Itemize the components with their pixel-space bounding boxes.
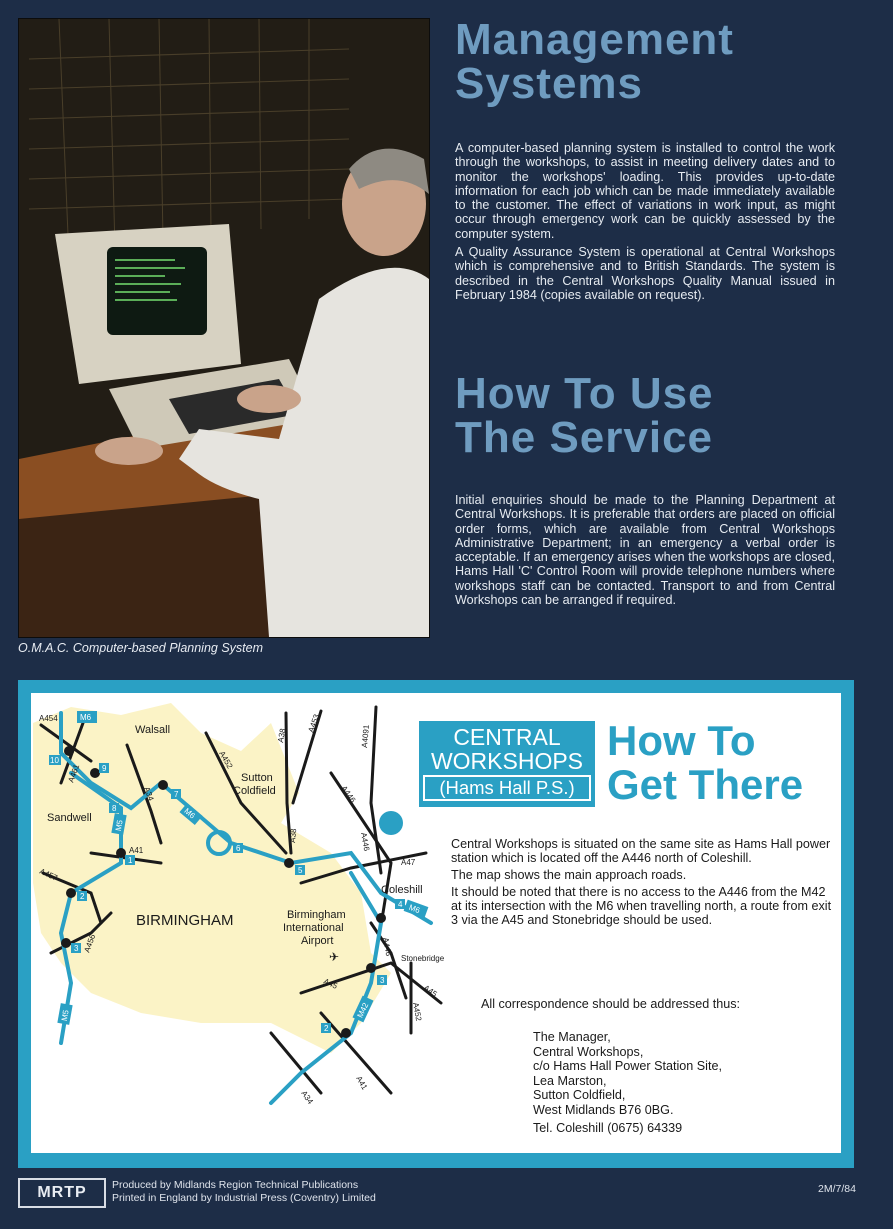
junction-label-4: 4 <box>398 900 403 909</box>
junction-label-10: 10 <box>50 756 59 765</box>
management-heading <box>455 15 734 108</box>
address-line: Central Workshops, <box>533 1044 644 1059</box>
place-walsall: Walsall <box>135 724 171 736</box>
motorway-label-m5-south: M5 <box>59 1009 71 1022</box>
place-stonebridge: Stonebridge <box>401 954 445 963</box>
management-paragraph-2: A Quality Assurance System is operational at Central Workshops which is comprehensive and to British Standards. The system is described in the Central Workshops Quality Manual issued in February 1984 (copies available on request). <box>455 245 835 302</box>
junction-label-5: 5 <box>298 866 303 875</box>
get-there-heading-line1: How To <box>607 717 756 764</box>
hams-hall-location-marker <box>379 811 403 835</box>
road-label-a34-north: A34 <box>142 785 156 803</box>
address-line: Sutton Coldfield, <box>533 1088 626 1103</box>
photo-illustration <box>19 19 429 637</box>
motorway-label-m6-east: M6 <box>407 902 422 916</box>
motorway-label-m6-north: M6 <box>80 713 92 722</box>
management-body <box>455 141 835 306</box>
junction-node-3b <box>366 963 376 973</box>
road-label-a446-south: A446 <box>381 936 394 957</box>
junction-label-3-m42: 3 <box>380 976 385 985</box>
place-birmingham: BIRMINGHAM <box>136 912 234 929</box>
directions-paragraph-2: The map shows the main approach roads. <box>451 868 687 882</box>
junction-label-9: 9 <box>102 764 107 773</box>
address-line: c/o Hams Hall Power Station Site, <box>533 1059 722 1074</box>
junction-label-8: 8 <box>112 804 117 813</box>
computer-operator-photo <box>18 18 430 638</box>
road-label-a38-mid: A38 <box>288 828 299 844</box>
place-coldfield: Coldfield <box>233 785 276 797</box>
junction-node-9 <box>90 768 100 778</box>
junction-label-2: 2 <box>80 892 85 901</box>
directions-panel <box>18 680 854 1168</box>
road-label-a45-east: A45 <box>421 983 439 999</box>
road-label-a34-south: A34 <box>299 1088 315 1106</box>
address-line: Lea Marston, <box>533 1073 607 1088</box>
airport-icon: ✈ <box>329 950 340 964</box>
road-label-a452-north: A452 <box>217 749 235 771</box>
road-label-a457: A457 <box>38 866 59 883</box>
directions-paragraph-3: It should be noted that there is no access to the A446 from the M42 at its intersection with the M6 when travelling north, a route from exit 3 via the A45 and Stonebridge should be used. <box>451 885 832 927</box>
map-land-area <box>33 703 394 1053</box>
central-workshops-label <box>419 721 595 807</box>
postal-address <box>533 1030 722 1135</box>
print-code: 2M/7/84 <box>818 1183 856 1195</box>
service-paragraph: Initial enquiries should be made to the Planning Department at Central Workshops. It is preferable that orders are placed on official order forms, which are available from Central Workshops Administrative Department; in an emergency a verbal order is acceptable. If an emergency arises when the workshops are closed, Hams Hall 'C' Control Room will provide telephone numbers where workshops staff can be contacted. Transport to and from Central Workshops can be arranged if required. <box>455 493 835 608</box>
road-label-a453: A453 <box>306 713 322 734</box>
road-label-a456: A456 <box>82 933 98 954</box>
road-label-a446-north: A446 <box>339 783 358 805</box>
service-body <box>455 493 835 611</box>
junction-label-2-m42: 2 <box>324 1024 329 1033</box>
publisher-credit-line2: Printed in England by Industrial Press (Coventry) Limited <box>112 1192 376 1204</box>
central-workshops-line2: WORKSHOPS <box>430 748 584 774</box>
place-airport-line1: Birmingham <box>287 909 346 921</box>
junction-label-3: 3 <box>74 944 79 953</box>
road-label-a461: A461 <box>66 763 82 784</box>
junction-node-2b <box>341 1028 351 1038</box>
get-there-heading <box>607 719 803 807</box>
correspondence-note: All correspondence should be addressed thus: <box>481 997 741 1011</box>
management-heading-line2: Systems <box>455 59 644 108</box>
junction-node-10 <box>64 746 74 756</box>
road-label-a454: A454 <box>39 714 58 723</box>
place-sutton: Sutton <box>241 772 273 784</box>
road-map <box>31 693 445 1153</box>
directions-text <box>451 837 837 930</box>
photo-caption: O.M.A.C. Computer-based Planning System <box>18 641 264 655</box>
central-workshops-line1: CENTRAL <box>453 724 561 750</box>
junction-node-1 <box>116 848 126 858</box>
junction-node-4 <box>376 913 386 923</box>
motorway-label-m5-north: M5 <box>113 819 125 832</box>
address-line: The Manager, <box>533 1030 611 1044</box>
service-heading-line2: The Service <box>455 413 714 462</box>
road-label-a41-south: A41 <box>354 1074 370 1092</box>
get-there-heading-line2: Get There <box>607 761 804 808</box>
mrtp-logo <box>18 1178 106 1208</box>
publisher-credits <box>112 1179 376 1205</box>
mrtp-logo-text: MRTP <box>37 1184 87 1201</box>
road-label-a38-north: A38 <box>276 727 288 744</box>
junction-node-5 <box>284 858 294 868</box>
road-label-a47: A47 <box>401 858 416 867</box>
management-paragraph-1: A computer-based planning system is installed to control the work through the workshops, to assist in meeting delivery dates and to monitor the workshops' loading. This provides up-to-date information for each job which can be made immediately available to the customer. The effect of variations in work input, as might occur through emergency work can be quickly assessed by the computer system. <box>455 141 835 241</box>
junction-node-7 <box>158 780 168 790</box>
road-label-a452-south: A452 <box>411 1001 424 1022</box>
junction-label-6: 6 <box>236 844 241 853</box>
junction-label-7: 7 <box>174 790 179 799</box>
directions-paragraph-1: Central Workshops is situated on the same site as Hams Hall power station which is located off the A446 north of Coleshill. <box>451 837 831 865</box>
junction-node-3 <box>61 938 71 948</box>
address-line: West Midlands B76 0BG. <box>533 1102 674 1117</box>
service-heading <box>455 369 714 462</box>
place-airport-line2: International <box>283 922 344 934</box>
place-sandwell: Sandwell <box>47 812 92 824</box>
place-coleshill: Coleshill <box>381 884 423 896</box>
management-heading-line1: Management <box>455 15 734 64</box>
road-label-a45-west: A45 <box>322 976 339 991</box>
directions-panel-inner <box>31 693 841 1153</box>
place-airport-line3: Airport <box>301 935 334 947</box>
road-label-a446-mid: A446 <box>359 831 372 852</box>
service-heading-line1: How To Use <box>455 369 714 418</box>
address-telephone: Tel. Coleshill (0675) 64339 <box>533 1120 683 1135</box>
junction-label-1: 1 <box>128 856 133 865</box>
central-workshops-line3: (Hams Hall P.S.) <box>423 775 591 801</box>
road-label-a4091: A4091 <box>360 724 372 749</box>
publisher-credit-line1: Produced by Midlands Region Technical Publications <box>112 1179 359 1191</box>
motorway-label-m42: M42 <box>355 1001 371 1020</box>
motorway-label-m6-mid: M6 <box>182 806 197 821</box>
road-label-a41-west: A41 <box>129 846 144 855</box>
junction-node-2 <box>66 888 76 898</box>
